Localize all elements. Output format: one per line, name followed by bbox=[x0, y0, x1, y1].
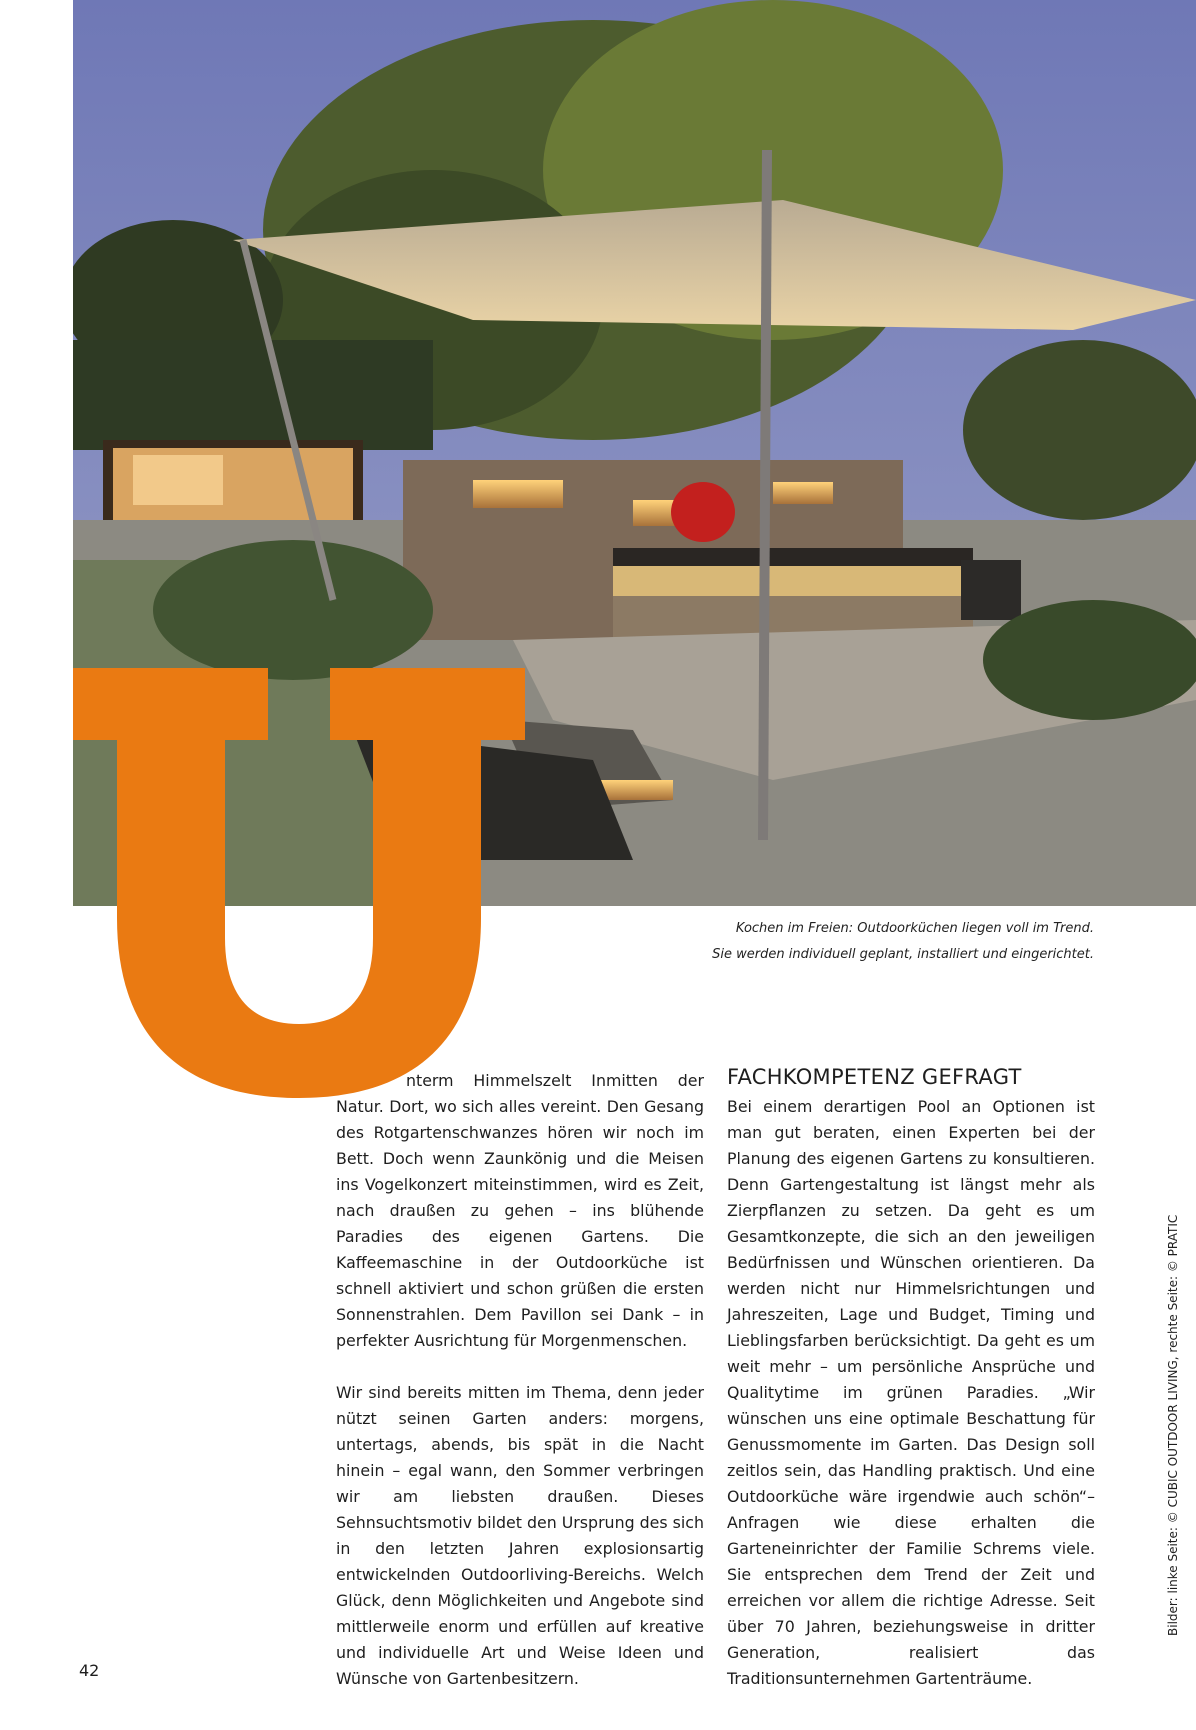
photo-caption bbox=[534, 916, 1094, 968]
left-text-column bbox=[336, 1068, 704, 1718]
body-paragraph-2: Wir sind bereits mitten im Thema, denn jeder nützt seinen Garten anders: morgens, untertags, abends, bis spät in die Nacht hinein – egal wann, den Sommer verbringen wir am liebsten draußen. Dieses Sehnsuchtsmotiv bildet den Ursprung des sich in den letzten Jahren explosionsartig entwickelnden Outdoorliving-Bereichs. Welch Glück, denn Möglichkeiten und Angebote sind mittlerweile enorm und erfüllen auf kreative und individuelle Art und Weise Ideen und Wünsche von Gartenbesitzern. bbox=[336, 1383, 704, 1688]
right-text-column bbox=[727, 1065, 1095, 1718]
section-heading: FACHKOMPETENZ GEFRAGT bbox=[727, 1065, 1022, 1089]
page-number: 42 bbox=[79, 1661, 100, 1680]
caption-line-2: Sie werden individuell geplant, installiert und eingerichtet. bbox=[712, 947, 1094, 962]
body-paragraph-1: nterm Himmelszelt Inmitten der Natur. Dort, wo sich alles vereint. Den Gesang des Rotgartenschwanzes hören wir noch im Bett. Doch wenn Zaunkönig und die Meisen ins Vogelkonzert miteinstimmen, wird es Zeit, nach draußen zu gehen – ins blühende Paradies des eigenen Gartens. Die Kaffeemaschine in der Outdoorküche ist schnell aktiviert und schon grüßen die ersten Sonnenstrahlen. Dem Pavillon sei Dank – in perfekter Ausrichtung für Morgenmenschen. bbox=[336, 1071, 704, 1350]
drop-cap-letter bbox=[73, 668, 525, 1098]
photo-credit: Bilder: linke Seite: © CUBIC OUTDOOR LIVING, rechte Seite: © PRATIC bbox=[1166, 1214, 1180, 1636]
caption-line-1: Kochen im Freien: Outdoorküchen liegen voll im Trend. bbox=[735, 921, 1094, 936]
body-paragraph-3: Bei einem derartigen Pool an Optionen ist man gut beraten, einen Experten bei der Planung des eigenen Gartens zu konsultieren. Denn Gartengestaltung ist längst mehr als Zierpflanzen zu setzen. Da geht es um Gesamtkonzepte, die sich an den jeweiligen Bedürfnissen und Wünschen orientieren. Da werden nicht nur Himmelsrichtungen und Jahreszeiten, Lage und Budget, Timing und Lieblingsfarben berücksichtigt. Da geht es um weit mehr – um persönliche Ansprüche und Qualitytime im grünen Paradies. „Wir wünschen uns eine optimale Beschattung für Genussmomente im Garten. Das Design soll zeitlos sein, das Handling praktisch. Und eine Outdoorküche wäre irgendwie auch schön“– Anfragen wie diese erhalten die Garteneinrichter der Familie Schrems viele. Sie entsprechen dem Trend der Zeit und erreichen vor allem die richtige Adresse. Seit über 70 Jahren, beziehungsweise in dritter Generation, realisiert das Traditionsunternehmen Gartenträume. bbox=[727, 1097, 1095, 1688]
